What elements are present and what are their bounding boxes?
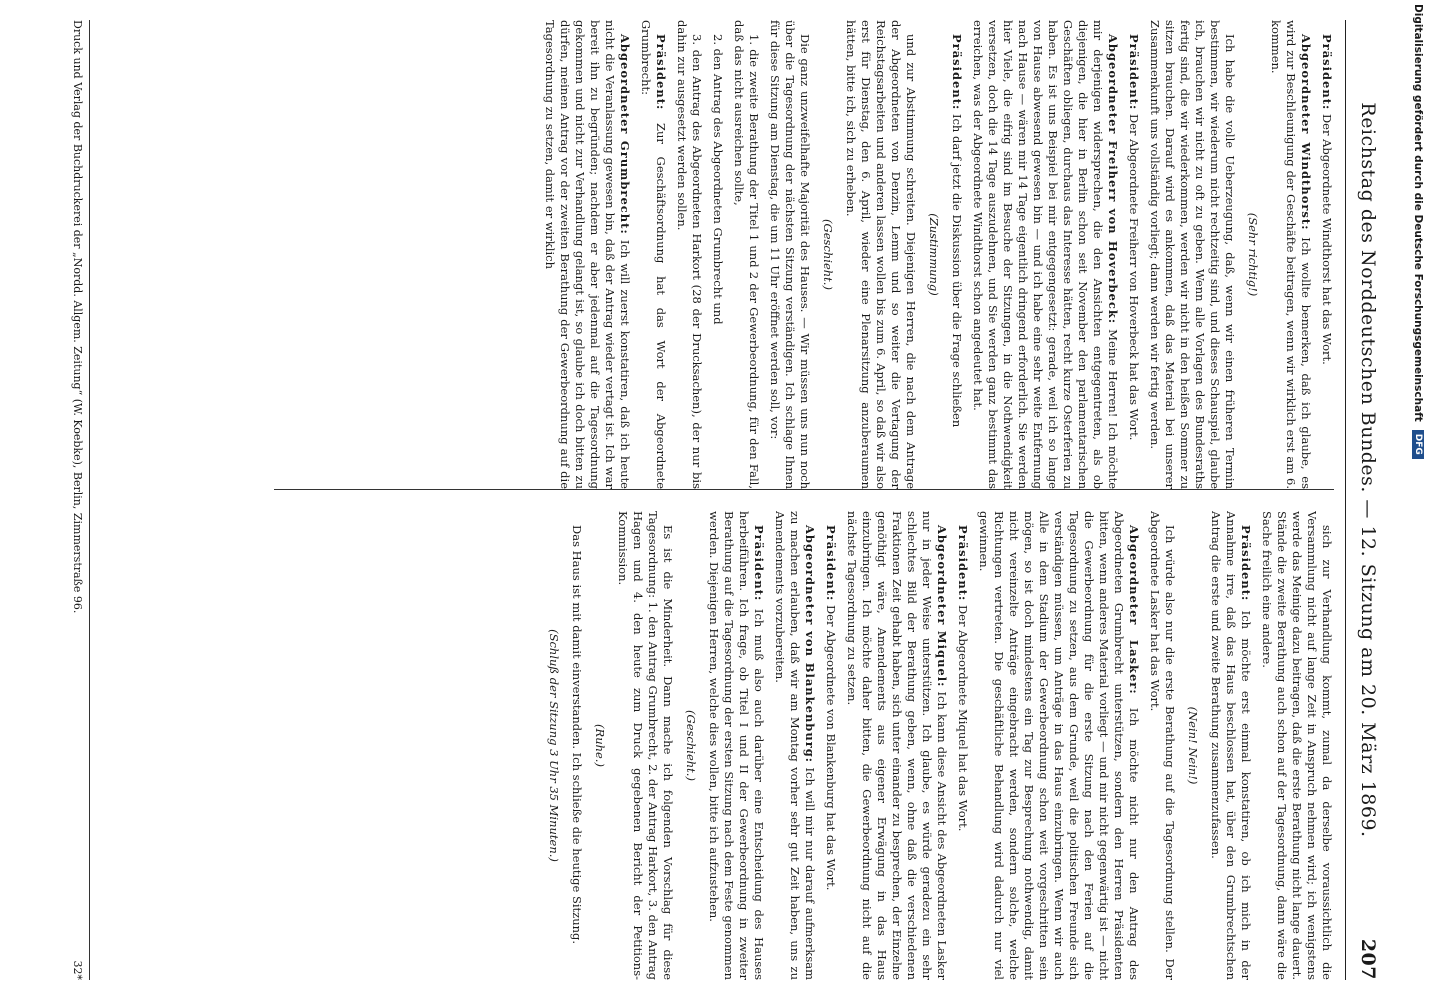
- speech-text: Ich wollte bemerken, daß ich glaube, es wird zur Beschleunigung der Geschäfte beitragen, wenn wir wirklich erst am 6. kommen.: [1269, 20, 1313, 489]
- speech-text: Ich muß also auch darüber eine Entscheidung des Hauses herbeiführen. Ich frage, ob Titel I und II der Gewerbeordnung in zweiter Berathung auf die Tagesordnung der ersten Sitzung nach dem Feste genommen werden. Diejenigen Herren, welche dies wollen, bitte ich aufzustehen.: [707, 511, 766, 980]
- speaker-name: Abgeordneter Grumbrecht:: [618, 34, 632, 235]
- interjection-text: (Ruhe.): [593, 724, 607, 767]
- interjection: [683, 511, 698, 980]
- speaker-name: Präsident:: [824, 525, 838, 602]
- speaker-name: Abgeordneter Lasker:: [1127, 525, 1141, 695]
- paragraph-text: Ich habe die volle Ueberzeugung, daß, wenn wir einen früheren Termin bestimmen, wir wiederum nicht rechtzeitig sind, und dieses Schauspiel, glaube ich, brauchen wir nicht zu oft zu geben. Wenn alle Vorlagen des Bundesraths fertig sind, die wir wiederkommen, werden wir nicht in den heißen Sommer zu sitzen brauchen. Darauf wird es ankommen, daß das Material bei unserer Zusammenkunft uns vollständig vorliegt; dann werden wir fertig werden.: [1148, 20, 1237, 489]
- speech-paragraph: [638, 20, 668, 489]
- body-paragraph: [731, 20, 761, 489]
- speech-paragraph: [844, 511, 949, 980]
- speaker-name: Präsident:: [956, 525, 970, 602]
- paragraph-text: und zur Abstimmung schreiten. Diejenigen Herren, die nach dem Antrage der Abgeordneten von Denzin, Lemm und so weiter die Vertagung der Reichstagsarbeiten und anderen lassen wollen bis zum 6. April, so daß wir also erst für Dienstag, den 6. April, wieder eine Plenarsitzung anzuberaumen hätten, bitte ich, sich zu erheben.: [844, 20, 918, 489]
- dfg-logo-icon: DFG: [1412, 430, 1424, 459]
- speech-paragraph: [955, 511, 970, 980]
- speaker-name: Abgeordneter Miquel:: [935, 525, 949, 688]
- speech-text: Ich darf jetzt die Diskussion über die Frage schließen: [950, 113, 964, 428]
- speaker-name: Präsident:: [752, 525, 766, 602]
- speech-text: Der Abgeordnete Freiherr von Hoverbeck hat das Wort.: [1127, 113, 1141, 441]
- body-paragraph: [569, 511, 584, 980]
- body-paragraph: [843, 20, 918, 489]
- page-footer: [71, 20, 84, 980]
- paragraph-text: 1. die zweite Berathung der Titel 1 und 2 der Gewerbeordnung, für den Fall, daß das nicht ausreichen sollte,: [732, 20, 761, 489]
- body-paragraph: [674, 20, 704, 489]
- speech-text: Zur Geschäftsordnung hat das Wort der Abgeordnete Grumbrecht:: [639, 20, 668, 489]
- body-paragraph: [1147, 20, 1237, 489]
- speaker-name: Präsident:: [1127, 34, 1141, 111]
- interjection: [1185, 511, 1200, 980]
- speech-paragraph: [1126, 20, 1141, 489]
- page-number: 207: [1357, 938, 1379, 980]
- interjection-text: (Geschieht.): [821, 219, 835, 290]
- speech-paragraph: [542, 20, 632, 489]
- speech-paragraph: [1268, 20, 1313, 489]
- interjection: [820, 20, 835, 489]
- paragraph-text: Ich würde also nur die erste Berathung auf die Tagesordnung stellen. Der Abgeordnete Lasker hat das Wort.: [1148, 511, 1177, 980]
- body-paragraph: [615, 511, 675, 980]
- speech-paragraph: [970, 20, 1120, 489]
- sheet-signature: 32*: [71, 960, 84, 980]
- speech-text: Meine Herren! Ich möchte mir derjenigen widersprechen, die den Ansichten entgegentreten, als ob diejenigen, die hier in Berlin schon seit November den parlamentarischen Geschäften obliegen, durchaus das Interesse hätten, recht kurze Osterferien zu haben. Es ist uns Beispiel bei mir entgegengesetzt: gerade, weil ich so lange von Hause abwesend gewesen bin — und ich habe eine sehr weite Entfernung nach Hause — wären mir 14 Tage eigentlich dringend erforderlich. Sie werden hier Viele, die eifrig sind im Besuche der Sitzungen, in die Nothwendigkeit versetzen, doch die 14 Tage auszudehnen, und Sie werden ganz bestimmt das erreichen, was der Abgeordnete Windthorst schon angedeutet hat.: [971, 20, 1120, 489]
- body-paragraph: [710, 20, 725, 489]
- dfg-sidebar: [1404, 0, 1432, 1000]
- body-paragraph: [767, 20, 812, 489]
- speaker-name: Abgeordneter Freiherr von Hoverbeck:: [1106, 34, 1120, 325]
- printer-imprint: Druck und Verlag der Buchdruckerei der „Nordd. Allgem. Zeitung“ (W. Koebke), Berlin, Zimmerstraße 96.: [71, 20, 84, 614]
- page-title: Reichstag des Norddeutschen Bundes. — 12. Sitzung am 20. März 1869.: [1357, 102, 1379, 838]
- left-column: [94, 20, 1334, 489]
- body-paragraph: [1147, 511, 1177, 980]
- speech-paragraph: [976, 511, 1141, 980]
- speaker-name: Präsident:: [654, 34, 668, 111]
- dfg-credit-text: Digitalisierung gefördert durch die Deutsche Forschungsgemeinschaft: [1412, 4, 1424, 422]
- speech-text: Ich will zuerst konstatiren, daß ich heute nicht die Veranlassung gewesen bin, daß der Antrag wieder vertagt ist. Ich war bereit ihn zu begründen; nachdem er aber jedenmal auf die Tagesordnung gekommen und nicht zur Verhandlung gelangt ist, so glaube ich doch bitten zu dürfen, meinen Antrag vor der zweiten Berathung der Gewerbeordnung auf die Tagesordnung zu setzen, damit er wirklich: [543, 20, 632, 489]
- speaker-name: Abgeordneter Windthorst:: [1299, 34, 1313, 231]
- speech-text: Ich will mir nur darauf aufmerksam zu machen erlauben, daß wir am Montag vorher sehr gut Zeit haben, uns zu Amendements vorzubereiten.: [773, 511, 817, 980]
- speaker-name: Präsident:: [950, 34, 964, 111]
- interjection-text: (Nein! Nein!): [1186, 706, 1200, 785]
- interjection-text: (Zustimmung): [927, 213, 941, 296]
- paragraph-text: 2. den Antrag des Abgeordneten Grumbrecht und: [711, 34, 725, 325]
- page-header: [1345, 20, 1390, 980]
- paragraph-text: Es ist die Minderheit. Dann mache ich folgenden Vorschlag für diese Tagesordnung: 1. den Antrag Grumbrecht, 2. der Antrag Harkort, 3. den Antrag Hagen und 4. den heute zum Druck gegebenen Bericht der Petitions-Kommission.: [616, 511, 675, 980]
- speech-paragraph: [772, 511, 817, 980]
- speech-text: Ich kann diese Ansicht des Abgeordneten Lasker nur in jeder Weise unterstützen. Ich glaube, es würde geradezu ein sehr schlechtes Bild der Berathung geben, wenn, ohne daß die verschiedenen Fraktionen Zeit gehabt haben, sich unter einander zu besprechen, der Einzelne genöthigt wäre, Amendements aus eigener Erwägung in das Haus einzubringen. Ich möchte daher bitten, die Gewerbeordnung nicht auf die nächste Tagesordnung zu setzen.: [845, 511, 949, 980]
- interjection: [1245, 20, 1260, 489]
- rotated-content: [30, 20, 1390, 980]
- paragraph-text: Die ganz unzweifelhafte Majorität des Hauses. — Wir müssen uns nun noch über die Tagesordnung der nächsten Sitzung verständigen. Ich schlage Ihnen für diese Sitzung am Dienstag, die um 11 Uhr eröffnet werden soll, vor:: [768, 20, 812, 489]
- speech-paragraph: [1208, 511, 1253, 980]
- footer-rule: [89, 20, 90, 980]
- speech-paragraph: [1319, 20, 1334, 489]
- speech-paragraph: [823, 511, 838, 980]
- speech-text: Der Abgeordnete von Blankenburg hat das Wort.: [824, 604, 838, 891]
- text-columns: [94, 20, 1334, 980]
- body-paragraph: [1259, 511, 1334, 980]
- interjection-text: (Geschieht.): [684, 710, 698, 781]
- paragraph-text: 3. den Antrag des Abgeordneten Harkort (28 der Drucksachen), der nur bis dahin zur ausgesetzt werden sollen.: [675, 20, 704, 489]
- document-page: [30, 20, 1390, 980]
- speech-text: Der Abgeordnete Miquel hat das Wort.: [956, 604, 970, 832]
- speech-text: Ich möchte erst einmal konstatiren, ob ich mich in der Annahme irre, daß das Haus beschlossen hat, über den Grumbrechtschen Antrag die erste und zweite Berathung zusammenzufassen.: [1209, 511, 1253, 980]
- right-column: [94, 511, 1334, 980]
- interjection-text: (Sehr richtig!): [1246, 212, 1260, 297]
- speech-text: Ich möchte nicht nur den Antrag des Abgeordneten Grumbrecht unterstützen, sondern den Herren Präsidenten bitten, wenn anderes Material vorliegt — und mir nicht gegenwärtig ist — nicht die Gewerbeordnung für die erste Sitzung nach den Ferien auf die Tagesordnung zu setzen, aus dem Grunde, weil die politischen Freunde sich verständigen müssen, um Anträge in das Haus einzubringen. Wenn wir auch Alle in dem Stadium der Gewerbeordnung schon weit vorgeschritten sein mögen, so ist doch mindestens ein Tag zur Besprechung nothwendig, damit nicht vereinzelte Anträge eingebracht werden, sondern solche, welche Richtungen vertreten. Die geschäftliche Behandlung wird dadurch nur viel gewinnen.: [977, 511, 1141, 980]
- interjection-text: (Schluß der Sitzung 3 Uhr 35 Minuten.): [547, 629, 561, 862]
- speech-paragraph: [706, 511, 766, 980]
- speech-paragraph: [949, 20, 964, 489]
- speaker-name: Abgeordneter von Blankenburg:: [803, 525, 817, 764]
- interjection: [926, 20, 941, 489]
- interjection: [592, 511, 607, 980]
- paragraph-text: sich zur Verhandlung kommt, zumal da derselbe voraussichtlich die Versammlung nicht auf lange Zeit in Anspruch nehmen wird; ich wenigstens werde das Meinige dazu beitragen, daß die erste Berathung nicht lange dauert. Stände die zweite Berathung auch schon auf der Tagesordnung, dann wäre die Sache freilich eine andere.: [1260, 511, 1334, 980]
- paragraph-text: Das Haus ist mit damit einverstanden. Ich schließe die heutige Sitzung.: [570, 525, 584, 945]
- speech-text: Der Abgeordnete Windthorst hat das Wort.: [1320, 113, 1334, 365]
- speaker-name: Präsident:: [1320, 34, 1334, 111]
- speaker-name: Präsident:: [1239, 525, 1253, 602]
- interjection: [546, 511, 561, 980]
